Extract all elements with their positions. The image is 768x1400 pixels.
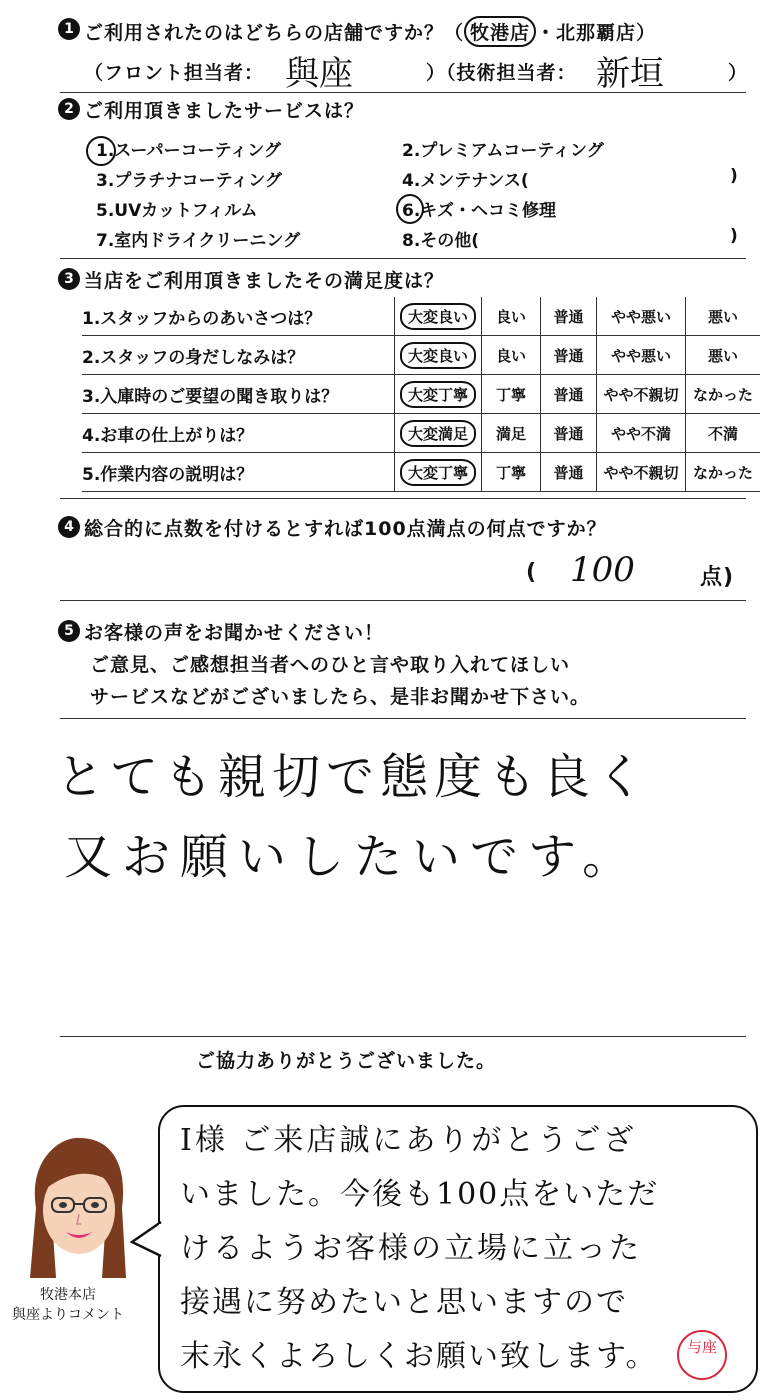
- divider-6: [60, 1036, 746, 1037]
- service-item-5: 5.UVカットフィルム: [96, 201, 258, 221]
- staff-comment-bubble: [158, 1105, 758, 1393]
- service-item-6: 6.キズ・ヘコミ修理: [402, 201, 556, 221]
- selected-answer-circle: 大変良い: [400, 303, 476, 330]
- q1-question-text: ご利用されたのはどちらの店舗ですか？（: [84, 22, 465, 44]
- satisfaction-option: 普通: [541, 375, 597, 414]
- q1-front-name: 與座: [285, 54, 353, 94]
- thanks-message: ご協力ありがとうございました。: [196, 1050, 497, 1072]
- satisfaction-option: やや不親切: [597, 453, 686, 492]
- service-item-8: 8.その他(: [402, 231, 480, 251]
- q5-line3: サービスなどがございましたら、是非お聞かせ下さい。: [90, 686, 591, 708]
- selected-answer-circle: 大変丁寧: [400, 381, 476, 408]
- satisfaction-option-selected: [395, 336, 482, 375]
- service-item-8-close: ): [730, 226, 738, 246]
- q1-tech-label: ）（技術担当者：: [426, 62, 577, 84]
- satisfaction-row: [82, 297, 760, 336]
- q1-question: [84, 16, 656, 47]
- satisfaction-question: 3.入庫時のご要望の聞き取りは？: [82, 375, 395, 414]
- divider-5: [60, 718, 746, 719]
- q1-number: 1: [58, 18, 80, 40]
- satisfaction-option: やや悪い: [597, 297, 686, 336]
- satisfaction-question: 4.お車の仕上がりは？: [82, 414, 395, 453]
- q4-number: 4: [58, 516, 80, 538]
- satisfaction-row: [82, 375, 760, 414]
- customer-comment-line-1: とても親切で態度も良く: [56, 749, 651, 805]
- q4-question: 総合的に点数を付けるとすれば100点満点の何点ですか？: [84, 518, 607, 540]
- service-item-3: 3.プラチナコーティング: [96, 171, 282, 191]
- staff-comment-line-5: 末永くよろしくお願い致します。: [180, 1339, 658, 1374]
- q1-store-other: 北那覇店: [556, 22, 637, 44]
- staff-comment-line-2: いました。今後も100点をいただ: [180, 1177, 660, 1212]
- satisfaction-option-selected: [395, 297, 482, 336]
- satisfaction-option: やや不満: [597, 414, 686, 453]
- satisfaction-option: なかった: [686, 375, 761, 414]
- divider-4: [60, 600, 746, 601]
- staff-caption-line-1: 牧港本店: [40, 1287, 96, 1303]
- q5-question: お客様の声をお聞かせください！: [84, 622, 385, 644]
- service-item-1: 1.スーパーコーティング: [96, 141, 281, 161]
- satisfaction-option: 悪い: [686, 297, 761, 336]
- q1-front-label: （フロント担当者：: [84, 62, 265, 84]
- satisfaction-question: 2.スタッフの身だしなみは？: [82, 336, 395, 375]
- q1-close: ）: [636, 22, 657, 44]
- satisfaction-question: 1.スタッフからのあいさつは？: [82, 297, 395, 336]
- q5-number: 5: [58, 620, 80, 642]
- staff-comment-line-3: けるようお客様の立場に立った: [180, 1231, 642, 1266]
- satisfaction-option-selected: [395, 414, 482, 453]
- q5-line2: ご意見、ご感想担当者へのひと言や取り入れてほしい: [90, 654, 571, 676]
- satisfaction-option-selected: [395, 453, 482, 492]
- q1-tech-name: 新垣: [596, 54, 664, 94]
- service-item-4: 4.メンテナンス(: [402, 171, 529, 191]
- satisfaction-option: 良い: [482, 336, 541, 375]
- q1-store-separator: ・: [536, 22, 557, 44]
- satisfaction-option: やや不親切: [597, 375, 686, 414]
- staff-comment-line-1: I様 ご来店誠にありがとうござ: [180, 1123, 637, 1158]
- selected-answer-circle: 大変良い: [400, 342, 476, 369]
- satisfaction-option: 普通: [541, 297, 597, 336]
- satisfaction-option: 丁寧: [482, 375, 541, 414]
- service-item-2: 2.プレミアムコーティング: [402, 141, 604, 161]
- satisfaction-option: 普通: [541, 336, 597, 375]
- satisfaction-option: 普通: [541, 453, 597, 492]
- satisfaction-row: [82, 414, 760, 453]
- staff-comment-line-4: 接遇に努めたいと思いますので: [180, 1285, 628, 1320]
- satisfaction-option: なかった: [686, 453, 761, 492]
- q2-number: 2: [58, 98, 80, 120]
- staff-caption-line-2: 與座よりコメント: [12, 1307, 124, 1323]
- staff-avatar: [22, 1128, 134, 1286]
- satisfaction-option: やや悪い: [597, 336, 686, 375]
- q4-open-paren: (: [526, 560, 538, 585]
- staff-stamp: 与座: [677, 1330, 727, 1380]
- q3-question: 当店をご利用頂きましたその満足度は？: [84, 270, 445, 292]
- satisfaction-option-selected: [395, 375, 482, 414]
- satisfaction-option: 普通: [541, 414, 597, 453]
- satisfaction-option: 満足: [482, 414, 541, 453]
- satisfaction-row: [82, 336, 760, 375]
- service-item-4-close: ): [730, 166, 738, 186]
- selected-answer-circle: 大変丁寧: [400, 459, 476, 486]
- q3-number: 3: [58, 268, 80, 290]
- customer-comment-line-2: 又お願いしたいです。: [64, 829, 641, 885]
- satisfaction-option: 不満: [686, 414, 761, 453]
- q2-question: ご利用頂きましたサービスは？: [84, 100, 365, 122]
- divider-1: [60, 92, 746, 93]
- satisfaction-option: 悪い: [686, 336, 761, 375]
- satisfaction-table: [82, 297, 760, 492]
- satisfaction-option: 丁寧: [482, 453, 541, 492]
- divider-3: [60, 498, 746, 499]
- satisfaction-row: [82, 453, 760, 492]
- service-item-7: 7.室内ドライクリーニング: [96, 231, 301, 251]
- satisfaction-option: 良い: [482, 297, 541, 336]
- selected-answer-circle: 大変満足: [400, 420, 476, 447]
- divider-2: [60, 258, 746, 259]
- q1-store-selected: 牧港店: [464, 16, 536, 47]
- bubble-tail: [130, 1220, 164, 1260]
- q1-tech-close: ）: [728, 62, 749, 84]
- q4-unit: 点): [700, 565, 735, 590]
- satisfaction-question: 5.作業内容の説明は？: [82, 453, 395, 492]
- q4-score: 100: [570, 550, 635, 590]
